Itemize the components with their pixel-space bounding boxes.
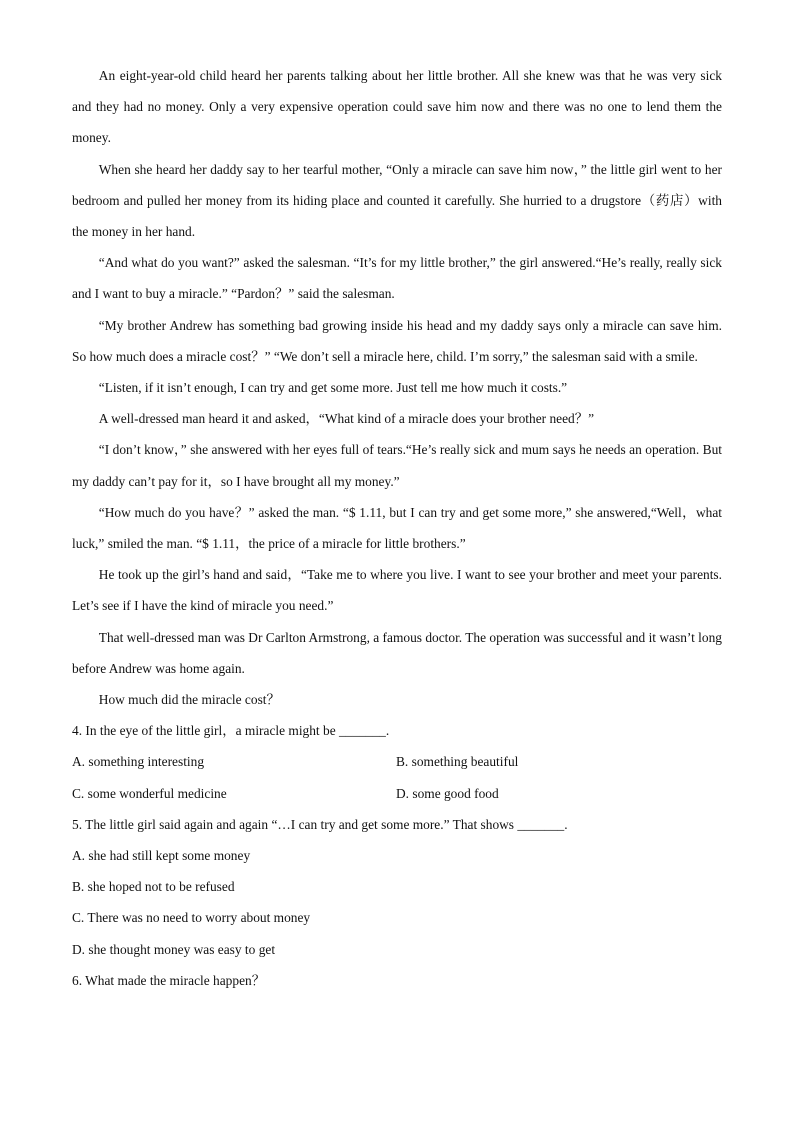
question-4-option-a: A. something interesting [72, 754, 205, 770]
question-6-stem: 6. What made the miracle happen？ [72, 972, 266, 988]
question-6 [72, 965, 722, 996]
question-4-option-d: D. some good food [396, 785, 499, 801]
passage-paragraph-10: That well-dressed man was Dr Carlton Armstrong, a famous doctor. The operation was successful and it wasn’t long before Andrew was home again. [72, 629, 722, 676]
question-4-option-b: B. something beautiful [396, 754, 519, 770]
passage-paragraph-9: He took up the girl’s hand and said，“Take me to where you live. I want to see your brother and meet your parents. Let’s see if I have the kind of miracle you need.” [72, 567, 722, 614]
question-5-stem: 5. The little girl said again and again “…I can try and get some more.” That shows _______. [72, 816, 568, 832]
question-4-options-row-2 [72, 778, 722, 809]
question-5 [72, 809, 722, 965]
question-4 [72, 715, 722, 809]
document-page [72, 60, 722, 996]
passage-paragraph-1: An eight-year-old child heard her parents talking about her little brother. All she knew was that he was very sick and they had no money. Only a very expensive operation could save him now and there was no one to lend them the money. [72, 68, 722, 146]
passage-paragraph-5: “Listen, if it isn’t enough, I can try and get some more. Just tell me how much it costs.” [98, 380, 568, 396]
passage-paragraph-6: A well-dressed man heard it and asked，“What kind of a miracle does your brother need？” [98, 411, 595, 427]
question-4-options-row-1 [72, 746, 722, 777]
passage-paragraph-4: “My brother Andrew has something bad growing inside his head and my daddy says only a miracle can save him. So how much does a miracle cost？” “We don’t sell a miracle here, child. I’m sorry,” the salesman said with a smile. [72, 317, 722, 364]
question-4-option-c: C. some wonderful medicine [72, 785, 227, 801]
passage-paragraph-2: When she heard her daddy say to her tearful mother, “Only a miracle can save him now，” the little girl went to her bedroom and pulled her money from its hiding place and counted it carefully. She hurried to a drugstore（药店）with the money in her hand. [72, 161, 722, 240]
question-5-option-c: C. There was no need to worry about money [72, 910, 311, 926]
passage-paragraph-11: How much did the miracle cost？ [98, 692, 280, 708]
passage-paragraph-7: “I don’t know，” she answered with her eyes full of tears.“He’s really sick and mum says he needs an operation. But my daddy can’t pay for it，so I have brought all my money.” [72, 442, 722, 489]
question-5-option-d: D. she thought money was easy to get [72, 941, 276, 957]
passage-paragraph-3: “And what do you want?” asked the salesman. “It’s for my little brother,” the girl answered.“He’s really, really sick and I want to buy a miracle.” “Pardon？” said the salesman. [72, 255, 722, 302]
question-5-option-a: A. she had still kept some money [72, 848, 251, 864]
passage-paragraph-8: “How much do you have？” asked the man. “$ 1.11, but I can try and get some more,” she answered,“Well，what luck,” smiled the man. “$ 1.11，the price of a miracle for little brothers.” [72, 504, 722, 552]
question-5-option-b: B. she hoped not to be refused [72, 879, 235, 895]
question-4-stem: 4. In the eye of the little girl，a miracle might be _______. [72, 723, 390, 739]
